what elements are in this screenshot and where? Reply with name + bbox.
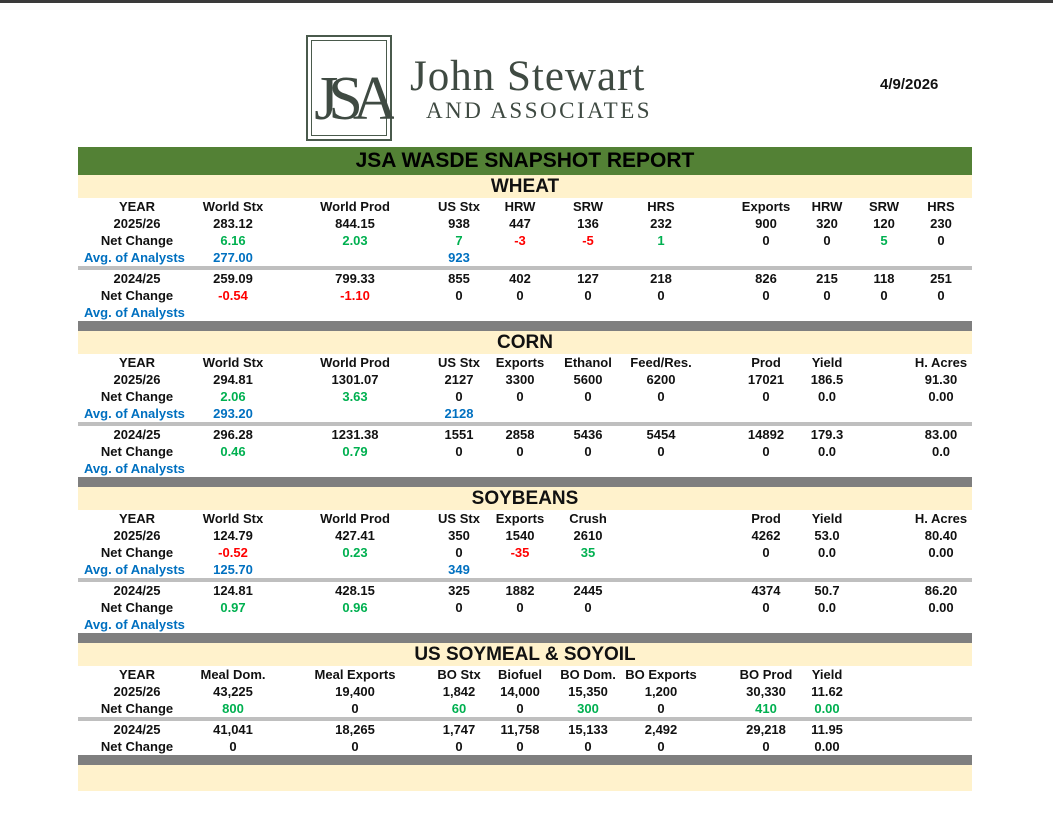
cell: 124.79 bbox=[213, 528, 253, 543]
cell: 0.00 bbox=[928, 545, 954, 560]
avg-of-analysts-label: Avg. of Analysts bbox=[84, 250, 185, 265]
cell: 4262 bbox=[751, 528, 781, 543]
cell: World Stx bbox=[202, 355, 264, 370]
data-row bbox=[78, 270, 972, 287]
cell: 1882 bbox=[505, 583, 535, 598]
cell: 0.00 bbox=[814, 701, 840, 716]
cell: 0 bbox=[516, 600, 524, 615]
section-separator bbox=[78, 755, 972, 765]
cell: Yield bbox=[811, 511, 843, 526]
cell: HRW bbox=[504, 199, 536, 214]
data-row bbox=[78, 527, 972, 544]
header-row bbox=[78, 666, 972, 683]
cell: 5436 bbox=[573, 427, 603, 442]
cell: 2,492 bbox=[644, 722, 678, 737]
cell: 0.0 bbox=[817, 600, 837, 615]
cell: 0 bbox=[455, 288, 463, 303]
cell: 0 bbox=[880, 288, 888, 303]
cell: 218 bbox=[650, 271, 672, 286]
cell: HRS bbox=[927, 199, 955, 214]
data-row bbox=[78, 215, 972, 232]
cell: 43,225 bbox=[213, 684, 253, 699]
cell: Net Change bbox=[100, 545, 174, 560]
cell: HRW bbox=[811, 199, 843, 214]
avg-of-analysts-label: Avg. of Analysts bbox=[84, 461, 185, 476]
cell: 5454 bbox=[646, 427, 676, 442]
cell: 938 bbox=[448, 216, 470, 231]
cell: 0 bbox=[455, 389, 463, 404]
cell: 0 bbox=[762, 444, 770, 459]
cell: 2025/26 bbox=[113, 528, 161, 543]
cell: World Stx bbox=[202, 511, 264, 526]
cell: 1540 bbox=[505, 528, 535, 543]
cell: YEAR bbox=[118, 511, 156, 526]
top-border bbox=[0, 0, 1053, 3]
cell: World Prod bbox=[320, 199, 390, 214]
data-row bbox=[78, 738, 972, 755]
cell: 15,133 bbox=[568, 722, 608, 737]
cell: 2127 bbox=[444, 372, 474, 387]
cell: YEAR bbox=[118, 355, 156, 370]
cell: 0.0 bbox=[817, 545, 837, 560]
cell: 2025/26 bbox=[113, 684, 161, 699]
cell: -3 bbox=[514, 233, 526, 248]
cell: 5600 bbox=[573, 372, 603, 387]
cell: Feed/Res. bbox=[630, 355, 692, 370]
cell: 2858 bbox=[505, 427, 535, 442]
cell: 91.30 bbox=[924, 372, 958, 387]
cell: 6200 bbox=[646, 372, 676, 387]
footer-band bbox=[78, 765, 972, 791]
cell: 0 bbox=[351, 739, 359, 754]
section-title-wheat: WHEAT bbox=[78, 175, 972, 198]
cell: 5 bbox=[880, 233, 888, 248]
logo-subtitle: AND ASSOCIATES bbox=[426, 98, 653, 123]
avg-of-analysts-label: Avg. of Analysts bbox=[84, 562, 185, 577]
cell: 350 bbox=[448, 528, 470, 543]
cell: 900 bbox=[755, 216, 777, 231]
cell: 0.46 bbox=[220, 444, 246, 459]
cell: 0 bbox=[584, 739, 592, 754]
cell: 2024/25 bbox=[113, 722, 161, 737]
cell: -35 bbox=[510, 545, 530, 560]
cell: 0 bbox=[516, 389, 524, 404]
cell: SRW bbox=[572, 199, 604, 214]
cell: 2025/26 bbox=[113, 372, 161, 387]
cell: 0 bbox=[455, 545, 463, 560]
cell: 2024/25 bbox=[113, 427, 161, 442]
cell: 1,747 bbox=[442, 722, 476, 737]
cell: 0 bbox=[516, 739, 524, 754]
cell: 0.96 bbox=[342, 600, 368, 615]
cell: 19,400 bbox=[335, 684, 375, 699]
cell: 0.0 bbox=[817, 389, 837, 404]
section-separator bbox=[78, 633, 972, 643]
header-row bbox=[78, 510, 972, 527]
cell: 7 bbox=[455, 233, 463, 248]
cell: 0 bbox=[762, 288, 770, 303]
cell: 296.28 bbox=[213, 427, 253, 442]
cell: 844.15 bbox=[335, 216, 375, 231]
cell: 0 bbox=[657, 444, 665, 459]
data-row bbox=[78, 443, 972, 460]
cell: 1301.07 bbox=[331, 372, 379, 387]
cell: YEAR bbox=[118, 667, 156, 682]
cell: 60 bbox=[451, 701, 467, 716]
cell: H. Acres bbox=[914, 355, 968, 370]
cell: BO Dom. bbox=[560, 667, 616, 682]
cell: 0 bbox=[584, 288, 592, 303]
cell: Meal Exports bbox=[314, 667, 396, 682]
report-title: JSA WASDE SNAPSHOT REPORT bbox=[78, 147, 972, 175]
cell: 124.81 bbox=[213, 583, 253, 598]
cell: 80.40 bbox=[924, 528, 958, 543]
cell: 3300 bbox=[505, 372, 535, 387]
cell: 0.0 bbox=[817, 444, 837, 459]
report-date: 4/9/2026 bbox=[880, 76, 939, 93]
cell: 2610 bbox=[573, 528, 603, 543]
cell: 179.3 bbox=[810, 427, 844, 442]
avg-of-analysts-label: Avg. of Analysts bbox=[84, 305, 185, 320]
cell: 0 bbox=[584, 600, 592, 615]
cell: H. Acres bbox=[914, 511, 968, 526]
cell: 799.33 bbox=[335, 271, 375, 286]
data-row bbox=[78, 700, 972, 717]
cell: Yield bbox=[811, 355, 843, 370]
cell: 0 bbox=[516, 444, 524, 459]
cell: 1 bbox=[657, 233, 665, 248]
cell: 427.41 bbox=[335, 528, 375, 543]
cell: 0 bbox=[762, 389, 770, 404]
cell: Net Change bbox=[100, 739, 174, 754]
cell: Net Change bbox=[100, 233, 174, 248]
cell: 0 bbox=[657, 739, 665, 754]
cell: -1.10 bbox=[340, 288, 370, 303]
section-title-soybeans: SOYBEANS bbox=[78, 487, 972, 510]
section-separator bbox=[78, 477, 972, 487]
cell: 277.00 bbox=[213, 250, 253, 265]
cell: 0 bbox=[516, 701, 524, 716]
cell: 923 bbox=[448, 250, 470, 265]
cell: 17021 bbox=[747, 372, 785, 387]
cell: 29,218 bbox=[746, 722, 786, 737]
cell: 120 bbox=[873, 216, 895, 231]
cell: 2128 bbox=[444, 406, 474, 421]
cell: 0 bbox=[351, 701, 359, 716]
cell: BO Prod bbox=[739, 667, 793, 682]
cell: 186.5 bbox=[810, 372, 844, 387]
cell: 0.79 bbox=[342, 444, 368, 459]
cell: HRS bbox=[647, 199, 675, 214]
cell: 0 bbox=[657, 701, 665, 716]
cell: World Stx bbox=[202, 199, 264, 214]
cell: -5 bbox=[582, 233, 594, 248]
cell: Net Change bbox=[100, 600, 174, 615]
cell: World Prod bbox=[320, 355, 390, 370]
cell: Exports bbox=[495, 355, 545, 370]
cell: Biofuel bbox=[497, 667, 543, 682]
cell: 428.15 bbox=[335, 583, 375, 598]
jsa-logo bbox=[306, 35, 392, 141]
cell: 125.70 bbox=[213, 562, 253, 577]
cell: 855 bbox=[448, 271, 470, 286]
cell: 86.20 bbox=[924, 583, 958, 598]
cell: 3.63 bbox=[342, 389, 368, 404]
wasde-report bbox=[78, 147, 972, 791]
svg-text:JSA: JSA bbox=[314, 65, 388, 133]
cell: 127 bbox=[577, 271, 599, 286]
cell: 0 bbox=[584, 444, 592, 459]
cell: Exports bbox=[741, 199, 791, 214]
logo-name: John Stewart bbox=[410, 53, 646, 100]
cell: 41,041 bbox=[213, 722, 253, 737]
cell: Prod bbox=[751, 511, 781, 526]
cell: BO Exports bbox=[625, 667, 697, 682]
cell: 0.00 bbox=[814, 739, 840, 754]
analysts-row bbox=[78, 616, 972, 633]
cell: 1,200 bbox=[644, 684, 678, 699]
data-row bbox=[78, 371, 972, 388]
avg-of-analysts-label: Avg. of Analysts bbox=[84, 617, 185, 632]
cell: 2445 bbox=[573, 583, 603, 598]
cell: 0 bbox=[823, 288, 831, 303]
cell: 0.00 bbox=[928, 600, 954, 615]
cell: 0 bbox=[937, 233, 945, 248]
cell: 0 bbox=[823, 233, 831, 248]
cell: Net Change bbox=[100, 444, 174, 459]
cell: 30,330 bbox=[746, 684, 786, 699]
cell: SRW bbox=[868, 199, 900, 214]
cell: 2024/25 bbox=[113, 271, 161, 286]
cell: Net Change bbox=[100, 389, 174, 404]
cell: Prod bbox=[751, 355, 781, 370]
data-row bbox=[78, 426, 972, 443]
data-row bbox=[78, 388, 972, 405]
cell: 50.7 bbox=[814, 583, 840, 598]
cell: 800 bbox=[222, 701, 244, 716]
avg-of-analysts-label: Avg. of Analysts bbox=[84, 406, 185, 421]
cell: 1551 bbox=[444, 427, 474, 442]
cell: 53.0 bbox=[814, 528, 840, 543]
cell: 259.09 bbox=[213, 271, 253, 286]
cell: 402 bbox=[509, 271, 531, 286]
cell: 14,000 bbox=[500, 684, 540, 699]
cell: US Stx bbox=[438, 355, 480, 370]
cell: Yield bbox=[811, 667, 843, 682]
cell: 0 bbox=[455, 739, 463, 754]
cell: 0.00 bbox=[928, 389, 954, 404]
cell: 118 bbox=[873, 271, 895, 286]
section-title-soymeal: US SOYMEAL & SOYOIL bbox=[78, 643, 972, 666]
section-separator bbox=[78, 321, 972, 331]
cell: 15,350 bbox=[568, 684, 608, 699]
cell: 136 bbox=[577, 216, 599, 231]
cell: 0.0 bbox=[931, 444, 951, 459]
cell: 410 bbox=[755, 701, 777, 716]
data-row bbox=[78, 544, 972, 561]
cell: US Stx bbox=[438, 199, 480, 214]
data-row bbox=[78, 721, 972, 738]
cell: 447 bbox=[509, 216, 531, 231]
header-row bbox=[78, 354, 972, 371]
cell: BO Stx bbox=[437, 667, 481, 682]
analysts-row bbox=[78, 405, 972, 422]
cell: Meal Dom. bbox=[200, 667, 266, 682]
cell: 232 bbox=[650, 216, 672, 231]
cell: -0.52 bbox=[218, 545, 248, 560]
cell: 0 bbox=[937, 288, 945, 303]
cell: 230 bbox=[930, 216, 952, 231]
cell: 0 bbox=[762, 739, 770, 754]
cell: 0 bbox=[657, 288, 665, 303]
cell: 0.97 bbox=[220, 600, 246, 615]
cell: 6.16 bbox=[220, 233, 246, 248]
header-row bbox=[78, 198, 972, 215]
cell: Net Change bbox=[100, 701, 174, 716]
cell: 0 bbox=[455, 600, 463, 615]
cell: 320 bbox=[816, 216, 838, 231]
cell: 0 bbox=[762, 600, 770, 615]
cell: 251 bbox=[930, 271, 952, 286]
cell: 0 bbox=[762, 233, 770, 248]
data-row bbox=[78, 232, 972, 249]
analysts-row bbox=[78, 304, 972, 321]
cell: 18,265 bbox=[335, 722, 375, 737]
cell: 2025/26 bbox=[113, 216, 161, 231]
data-row bbox=[78, 287, 972, 304]
cell: 2.03 bbox=[342, 233, 368, 248]
data-row bbox=[78, 683, 972, 700]
cell: 283.12 bbox=[213, 216, 253, 231]
cell: 0 bbox=[584, 389, 592, 404]
analysts-row bbox=[78, 249, 972, 266]
cell: Ethanol bbox=[564, 355, 612, 370]
cell: 4374 bbox=[751, 583, 781, 598]
cell: 35 bbox=[580, 545, 596, 560]
cell: Exports bbox=[495, 511, 545, 526]
cell: Net Change bbox=[100, 288, 174, 303]
cell: 11.95 bbox=[811, 722, 843, 737]
cell: 14892 bbox=[747, 427, 785, 442]
cell: 2.06 bbox=[220, 389, 246, 404]
cell: World Prod bbox=[320, 511, 390, 526]
cell: 826 bbox=[755, 271, 777, 286]
cell: 349 bbox=[448, 562, 470, 577]
analysts-row bbox=[78, 561, 972, 578]
cell: 294.81 bbox=[213, 372, 253, 387]
cell: -0.54 bbox=[218, 288, 248, 303]
cell: 0 bbox=[762, 545, 770, 560]
cell: 0 bbox=[657, 389, 665, 404]
analysts-row bbox=[78, 460, 972, 477]
cell: Crush bbox=[569, 511, 607, 526]
cell: YEAR bbox=[118, 199, 156, 214]
cell: US Stx bbox=[438, 511, 480, 526]
cell: 11,758 bbox=[500, 722, 540, 737]
cell: 0 bbox=[455, 444, 463, 459]
cell: 215 bbox=[816, 271, 838, 286]
cell: 1,842 bbox=[442, 684, 476, 699]
cell: 0.23 bbox=[342, 545, 368, 560]
cell: 293.20 bbox=[213, 406, 253, 421]
cell: 11.62 bbox=[811, 684, 843, 699]
cell: 2024/25 bbox=[113, 583, 161, 598]
cell: 300 bbox=[577, 701, 599, 716]
cell: 1231.38 bbox=[331, 427, 379, 442]
section-title-corn: CORN bbox=[78, 331, 972, 354]
cell: 0 bbox=[516, 288, 524, 303]
data-row bbox=[78, 599, 972, 616]
cell: 83.00 bbox=[924, 427, 958, 442]
data-row bbox=[78, 582, 972, 599]
cell: 325 bbox=[448, 583, 470, 598]
jsa-monogram-icon bbox=[308, 37, 394, 143]
cell: 0 bbox=[229, 739, 237, 754]
